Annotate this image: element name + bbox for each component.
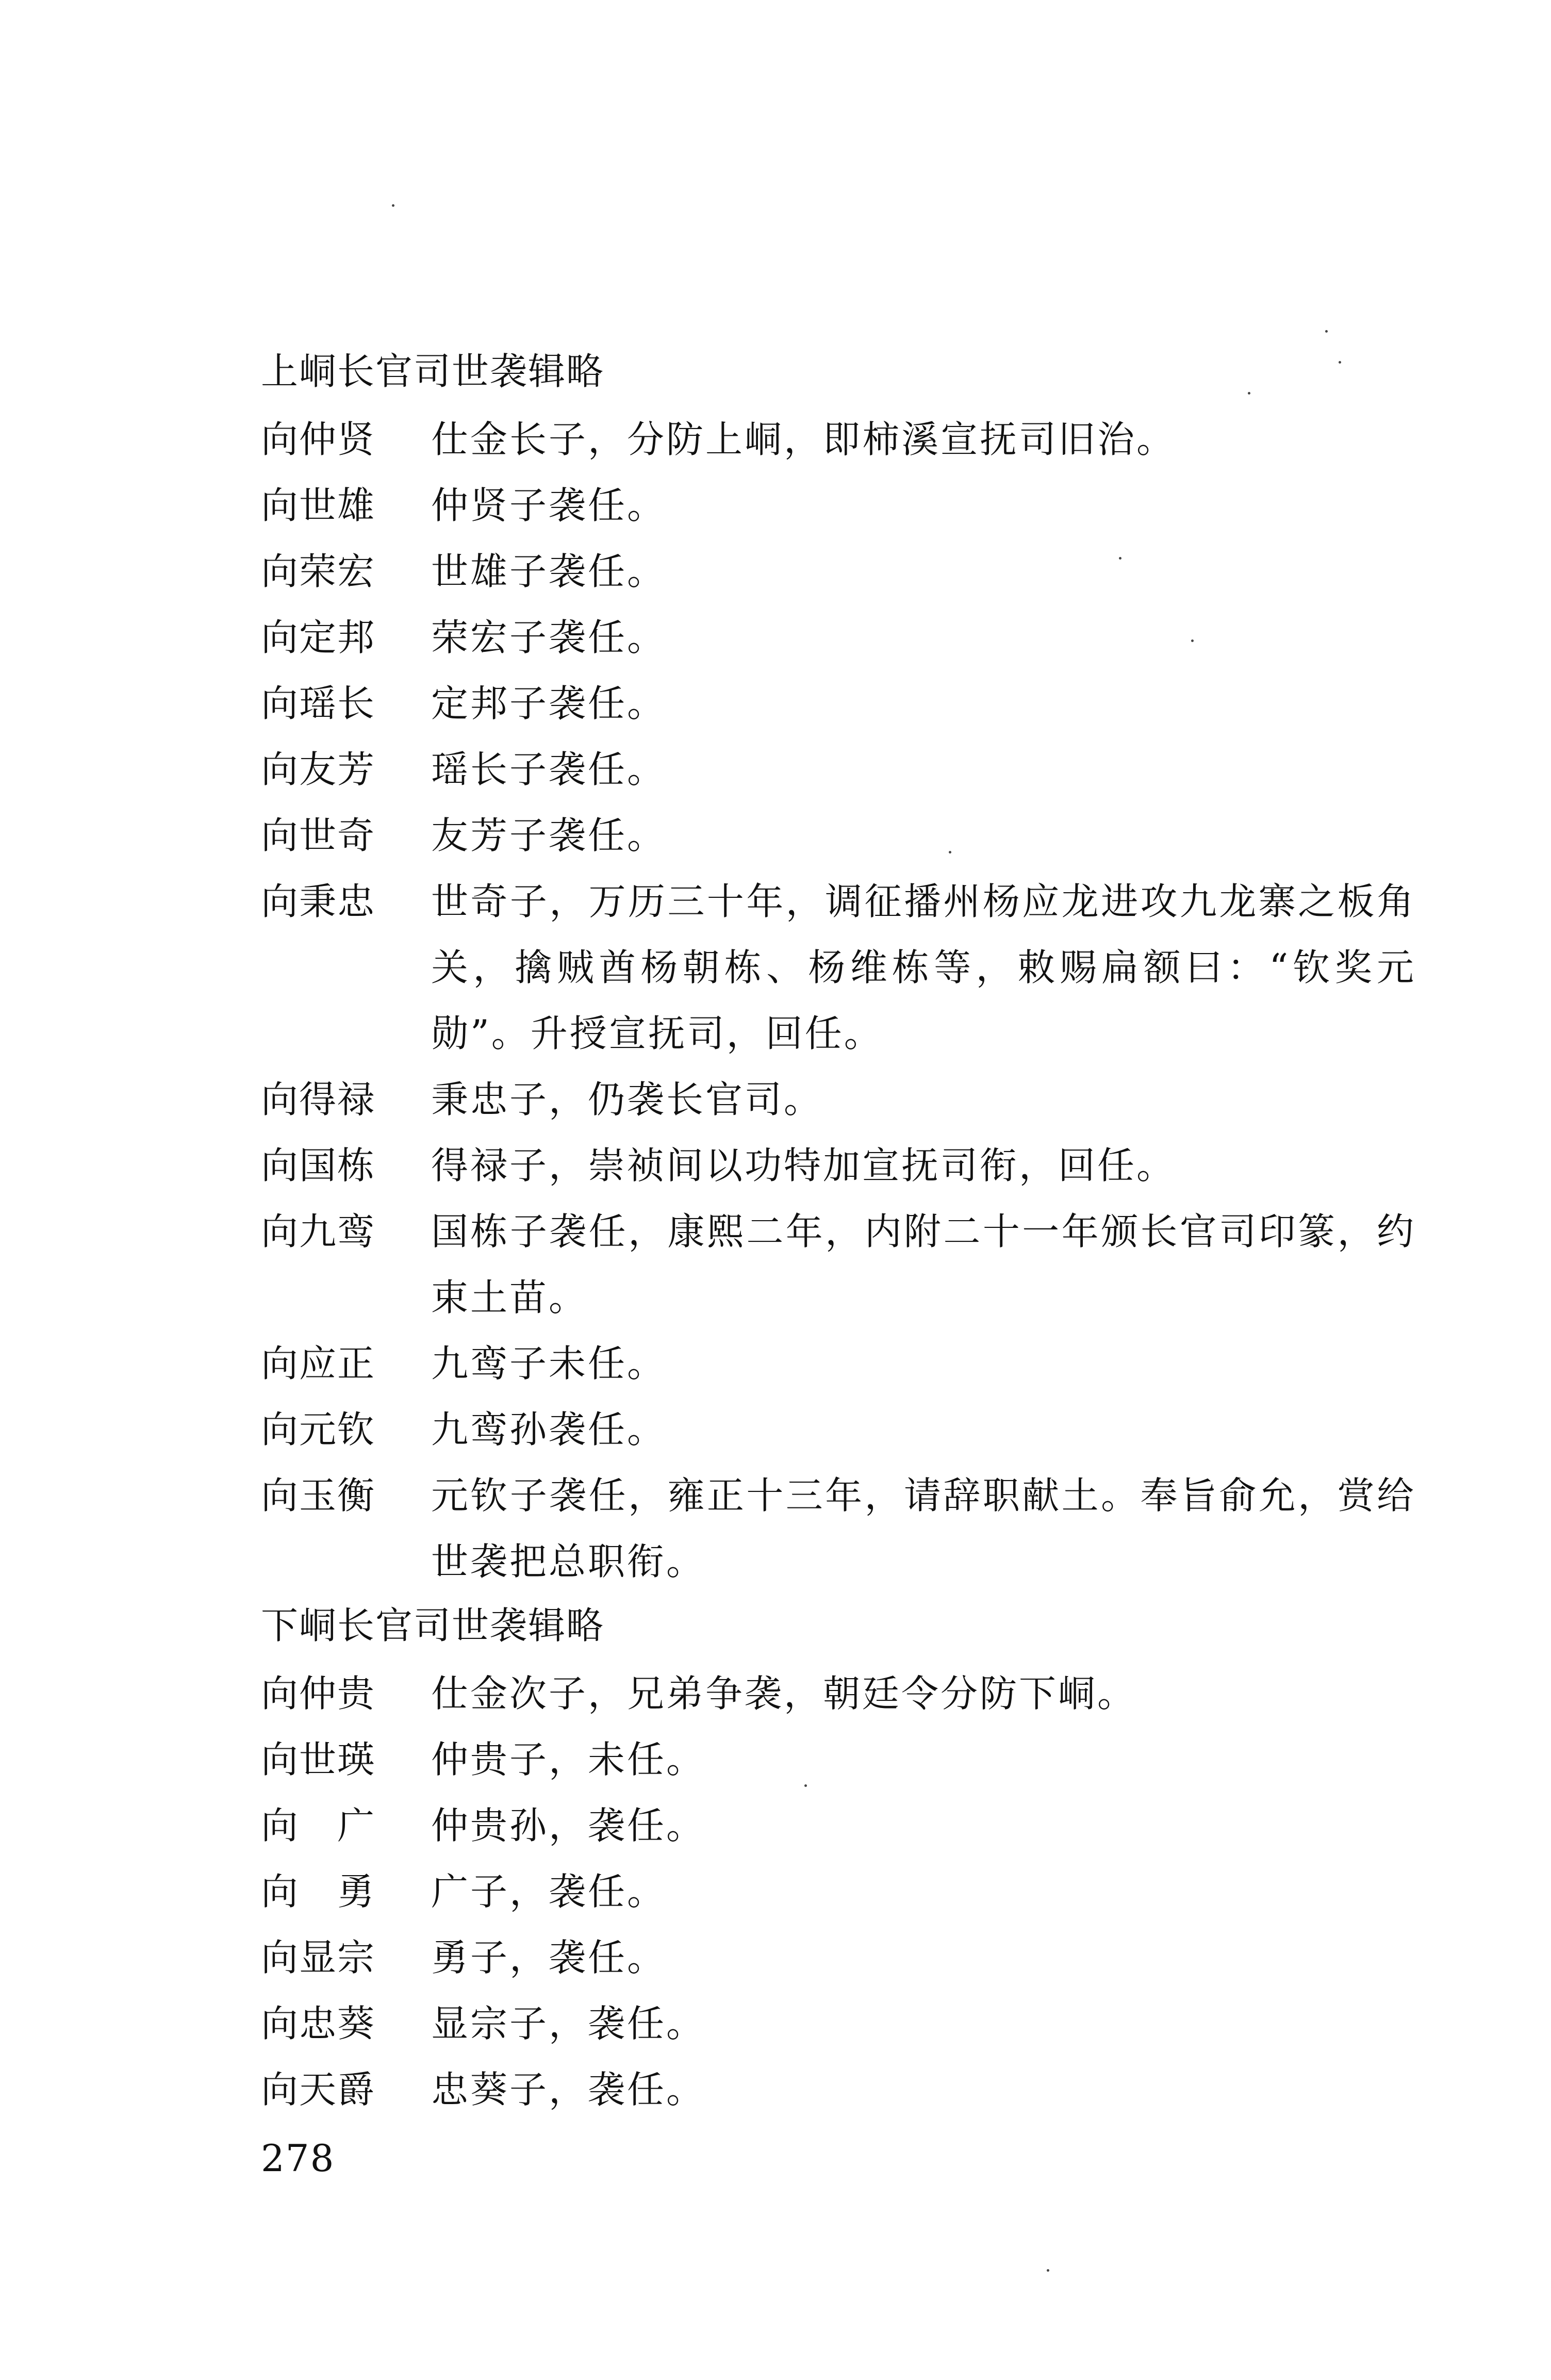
entry-name: 向 勇: [261, 1870, 376, 1913]
scan-speck: [1119, 557, 1121, 560]
genealogy-entry: [261, 1991, 1416, 2057]
entry-name: 向得禄: [261, 1078, 376, 1121]
entry-text: 仕金长子，分防上峒，即柿溪宣抚司旧治。: [431, 418, 1176, 461]
genealogy-entry: [261, 472, 1416, 538]
entry-name: 向瑶长: [261, 682, 376, 725]
entry-text: 勇子，袭任。: [431, 1936, 667, 1979]
entry-text: 仲贵孙，袭任。: [431, 1804, 706, 1847]
page-number: 278: [261, 2137, 335, 2180]
genealogy-entry: [261, 1793, 1416, 1859]
section-lower-dong: [261, 1595, 1416, 2123]
entry-text: 秉忠子，仍袭长官司。: [431, 1078, 823, 1121]
entry-text: 世雄子袭任。: [431, 550, 667, 593]
genealogy-entry: [261, 1463, 1416, 1595]
entry-text: 广子，袭任。: [431, 1870, 667, 1913]
genealogy-entry: [261, 1199, 1416, 1331]
entry-text: 世奇子，万历三十年，调征播州杨应龙进攻九龙寨之板角关，擒贼酋杨朝栋、杨维栋等，敕赐扁额曰：“钦奖元勋”。升授宣抚司，回任。: [431, 880, 1416, 1055]
genealogy-entry: [261, 2057, 1416, 2123]
entry-name: 向九鸾: [261, 1210, 376, 1253]
entry-text: 显宗子，袭任。: [431, 2002, 706, 2045]
genealogy-entry: [261, 1066, 1416, 1132]
genealogy-entry: [261, 1331, 1416, 1397]
scan-speck: [949, 851, 951, 853]
scan-speck: [1047, 2269, 1049, 2272]
entry-text: 友芳子袭任。: [431, 814, 667, 857]
genealogy-entry: [261, 670, 1416, 736]
genealogy-entry: [261, 1859, 1416, 1925]
scan-speck: [1248, 392, 1250, 395]
genealogy-entry: [261, 736, 1416, 802]
section-heading: 上峒长官司世袭辑略: [261, 350, 605, 393]
entry-name: 向定邦: [261, 616, 376, 659]
entry-name: 向元钦: [261, 1408, 376, 1451]
entry-text: 元钦子袭任，雍正十三年，请辞职献土。奉旨俞允，赏给世袭把总职衔。: [431, 1474, 1416, 1583]
scan-speck: [1191, 639, 1194, 642]
scan-speck: [1325, 330, 1328, 333]
section-heading: 下峒长官司世袭辑略: [261, 1604, 605, 1647]
entry-name: 向仲贵: [261, 1672, 376, 1715]
scan-speck: [392, 204, 394, 207]
entry-name: 向 广: [261, 1804, 376, 1847]
page-body: [261, 340, 1416, 2123]
genealogy-entry: [261, 802, 1416, 868]
genealogy-entry: [261, 1397, 1416, 1463]
entry-text: 仲贤子袭任。: [431, 484, 667, 527]
genealogy-entry: [261, 406, 1416, 472]
genealogy-entry: [261, 604, 1416, 670]
genealogy-entry: [261, 1132, 1416, 1199]
genealogy-entry: [261, 1727, 1416, 1793]
scan-speck: [804, 1784, 807, 1787]
entry-name: 向显宗: [261, 1936, 376, 1979]
scan-speck: [1339, 361, 1341, 364]
entry-name: 向友芳: [261, 748, 376, 791]
entry-name: 向玉衡: [261, 1474, 376, 1517]
genealogy-entry: [261, 1661, 1416, 1727]
entry-name: 向仲贤: [261, 418, 376, 461]
entry-text: 国栋子袭任，康熙二年，内附二十一年颁长官司印篆，约束土苗。: [431, 1210, 1416, 1319]
entry-text: 瑶长子袭任。: [431, 748, 667, 791]
entry-text: 九鸾孙袭任。: [431, 1408, 667, 1451]
entry-name: 向世雄: [261, 484, 376, 527]
section-upper-dong: [261, 340, 1416, 1595]
entry-name: 向世奇: [261, 814, 376, 857]
entry-text: 九鸾子未任。: [431, 1342, 667, 1385]
entry-name: 向荣宏: [261, 550, 376, 593]
entry-text: 定邦子袭任。: [431, 682, 667, 725]
entry-text: 忠葵子，袭任。: [431, 2068, 706, 2111]
entry-name: 向国栋: [261, 1144, 376, 1187]
genealogy-entry: [261, 538, 1416, 604]
entry-name: 向应正: [261, 1342, 376, 1385]
entry-text: 荣宏子袭任。: [431, 616, 667, 659]
genealogy-entry: [261, 868, 1416, 1066]
entry-text: 仕金次子，兄弟争袭，朝廷令分防下峒。: [431, 1672, 1137, 1715]
entry-name: 向秉忠: [261, 880, 376, 923]
genealogy-entry: [261, 1925, 1416, 1991]
entry-name: 向世瑛: [261, 1738, 376, 1781]
entry-name: 向忠葵: [261, 2002, 376, 2045]
entry-name: 向天爵: [261, 2068, 376, 2111]
entry-text: 仲贵子，未任。: [431, 1738, 706, 1781]
entry-text: 得禄子，崇祯间以功特加宣抚司衔，回任。: [431, 1144, 1176, 1187]
